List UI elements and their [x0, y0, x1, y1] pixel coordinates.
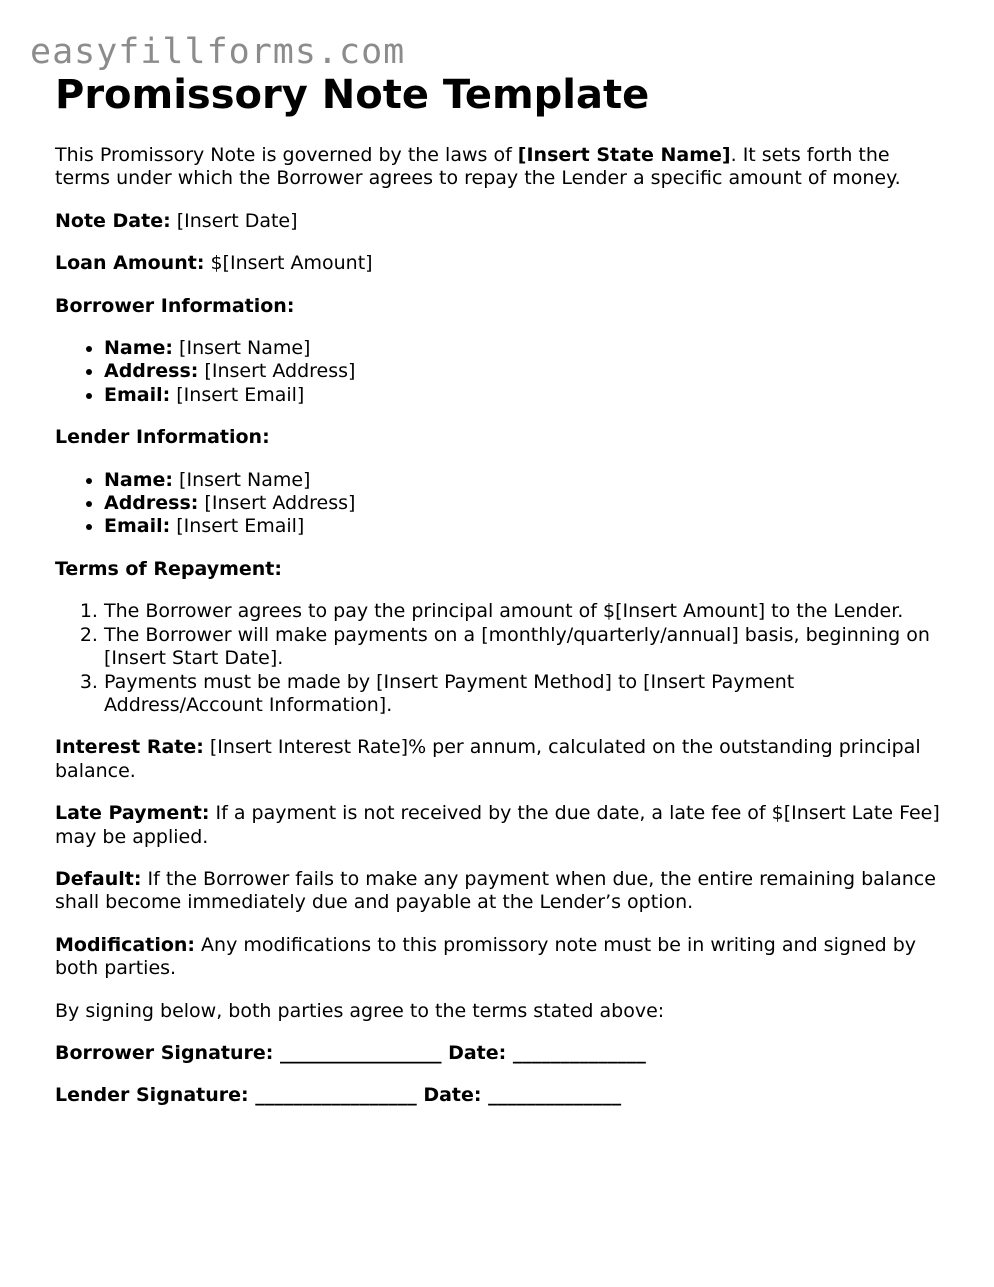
lender-signature-line: [55, 1084, 945, 1107]
list-item: 2. The Borrower will make payments on a [monthly/quarterly/annual] basis, beginning on [Insert Start Date].: [104, 624, 945, 671]
lender-info-heading-text: Lender Information:: [55, 426, 270, 449]
list-item: 1. The Borrower agrees to pay the principal amount of $[Insert Amount] to the Lender.: [104, 600, 945, 623]
default-label: Default:: [55, 867, 142, 890]
note-date-label: Note Date:: [55, 209, 171, 232]
intro-text-end: . It sets forth the terms under which the Borrower agrees to repay the Lender a specific amount of money.: [55, 144, 901, 190]
modification-label: Modification:: [55, 933, 196, 956]
borrower-address-label: Address:: [104, 360, 199, 383]
default-paragraph: [55, 868, 945, 915]
default-text: If the Borrower fails to make any payment when due, the entire remaining balance shall become immediately due and payable at the Lender’s option.: [55, 867, 936, 914]
interest-rate-text: [Insert Interest Rate]% per annum, calculated on the outstanding principal balance.: [55, 736, 921, 782]
list-item: 3. Payments must be made by [Insert Payment Method] to [Insert Payment Address/Account Information].: [104, 671, 945, 718]
repayment-heading-text: Terms of Repayment:: [55, 557, 282, 580]
borrower-name-value: [Insert Name]: [173, 337, 311, 360]
repayment-heading: [55, 558, 945, 581]
repayment-terms-list: [55, 600, 945, 717]
lender-email-label: Email:: [104, 515, 171, 538]
borrower-signature-line: [55, 1042, 945, 1065]
late-payment-label: Late Payment:: [55, 802, 210, 825]
loan-amount-line: [55, 252, 945, 275]
loan-amount-label: Loan Amount:: [55, 252, 205, 275]
interest-rate-label: Interest Rate:: [55, 736, 204, 759]
list-item: [104, 337, 945, 360]
state-name-placeholder: [Insert State Name]: [517, 144, 731, 166]
intro-paragraph: [55, 144, 945, 191]
intro-text-start: This Promissory Note is governed by the laws of: [55, 144, 518, 166]
borrower-info-list: [55, 337, 945, 407]
borrower-email-label: Email:: [104, 383, 171, 406]
signing-statement: By signing below, both parties agree to the terms stated above:: [55, 999, 665, 1022]
document-page: [55, 68, 945, 1108]
lender-email-value: [Insert Email]: [170, 515, 305, 538]
borrower-address-value: [Insert Address]: [198, 360, 356, 383]
loan-amount-value: $[Insert Amount]: [204, 252, 373, 275]
lender-signature-text: Lender Signature: _________________ Date: ______________: [55, 1084, 622, 1107]
watermark: easyfillforms.com: [30, 32, 406, 72]
interest-rate-paragraph: [55, 736, 945, 783]
borrower-name-label: Name:: [104, 337, 174, 360]
modification-paragraph: [55, 934, 945, 981]
list-item: [104, 469, 945, 492]
lender-address-value: [Insert Address]: [198, 492, 356, 515]
borrower-email-value: [Insert Email]: [170, 383, 305, 406]
late-payment-paragraph: [55, 802, 945, 849]
lender-info-heading: [55, 426, 945, 449]
lender-name-label: Name:: [104, 468, 174, 491]
borrower-info-heading: [55, 295, 945, 318]
borrower-info-heading-text: Borrower Information:: [55, 294, 295, 317]
note-date-line: [55, 210, 945, 233]
list-item: [104, 492, 945, 515]
lender-info-list: [55, 469, 945, 539]
borrower-signature-text: Borrower Signature: _________________ Date: ______________: [55, 1041, 646, 1064]
note-date-value: [Insert Date]: [170, 209, 298, 232]
document-title: Promissory Note Template: [55, 72, 650, 118]
modification-text: Any modifications to this promissory note must be in writing and signed by both parties.: [55, 933, 917, 980]
late-payment-text: If a payment is not received by the due date, a late fee of $[Insert Late Fee] may be applied.: [55, 802, 940, 848]
lender-name-value: [Insert Name]: [173, 468, 311, 491]
list-item: [104, 360, 945, 383]
list-item: [104, 384, 945, 407]
lender-address-label: Address:: [104, 492, 199, 515]
list-item: [104, 515, 945, 538]
